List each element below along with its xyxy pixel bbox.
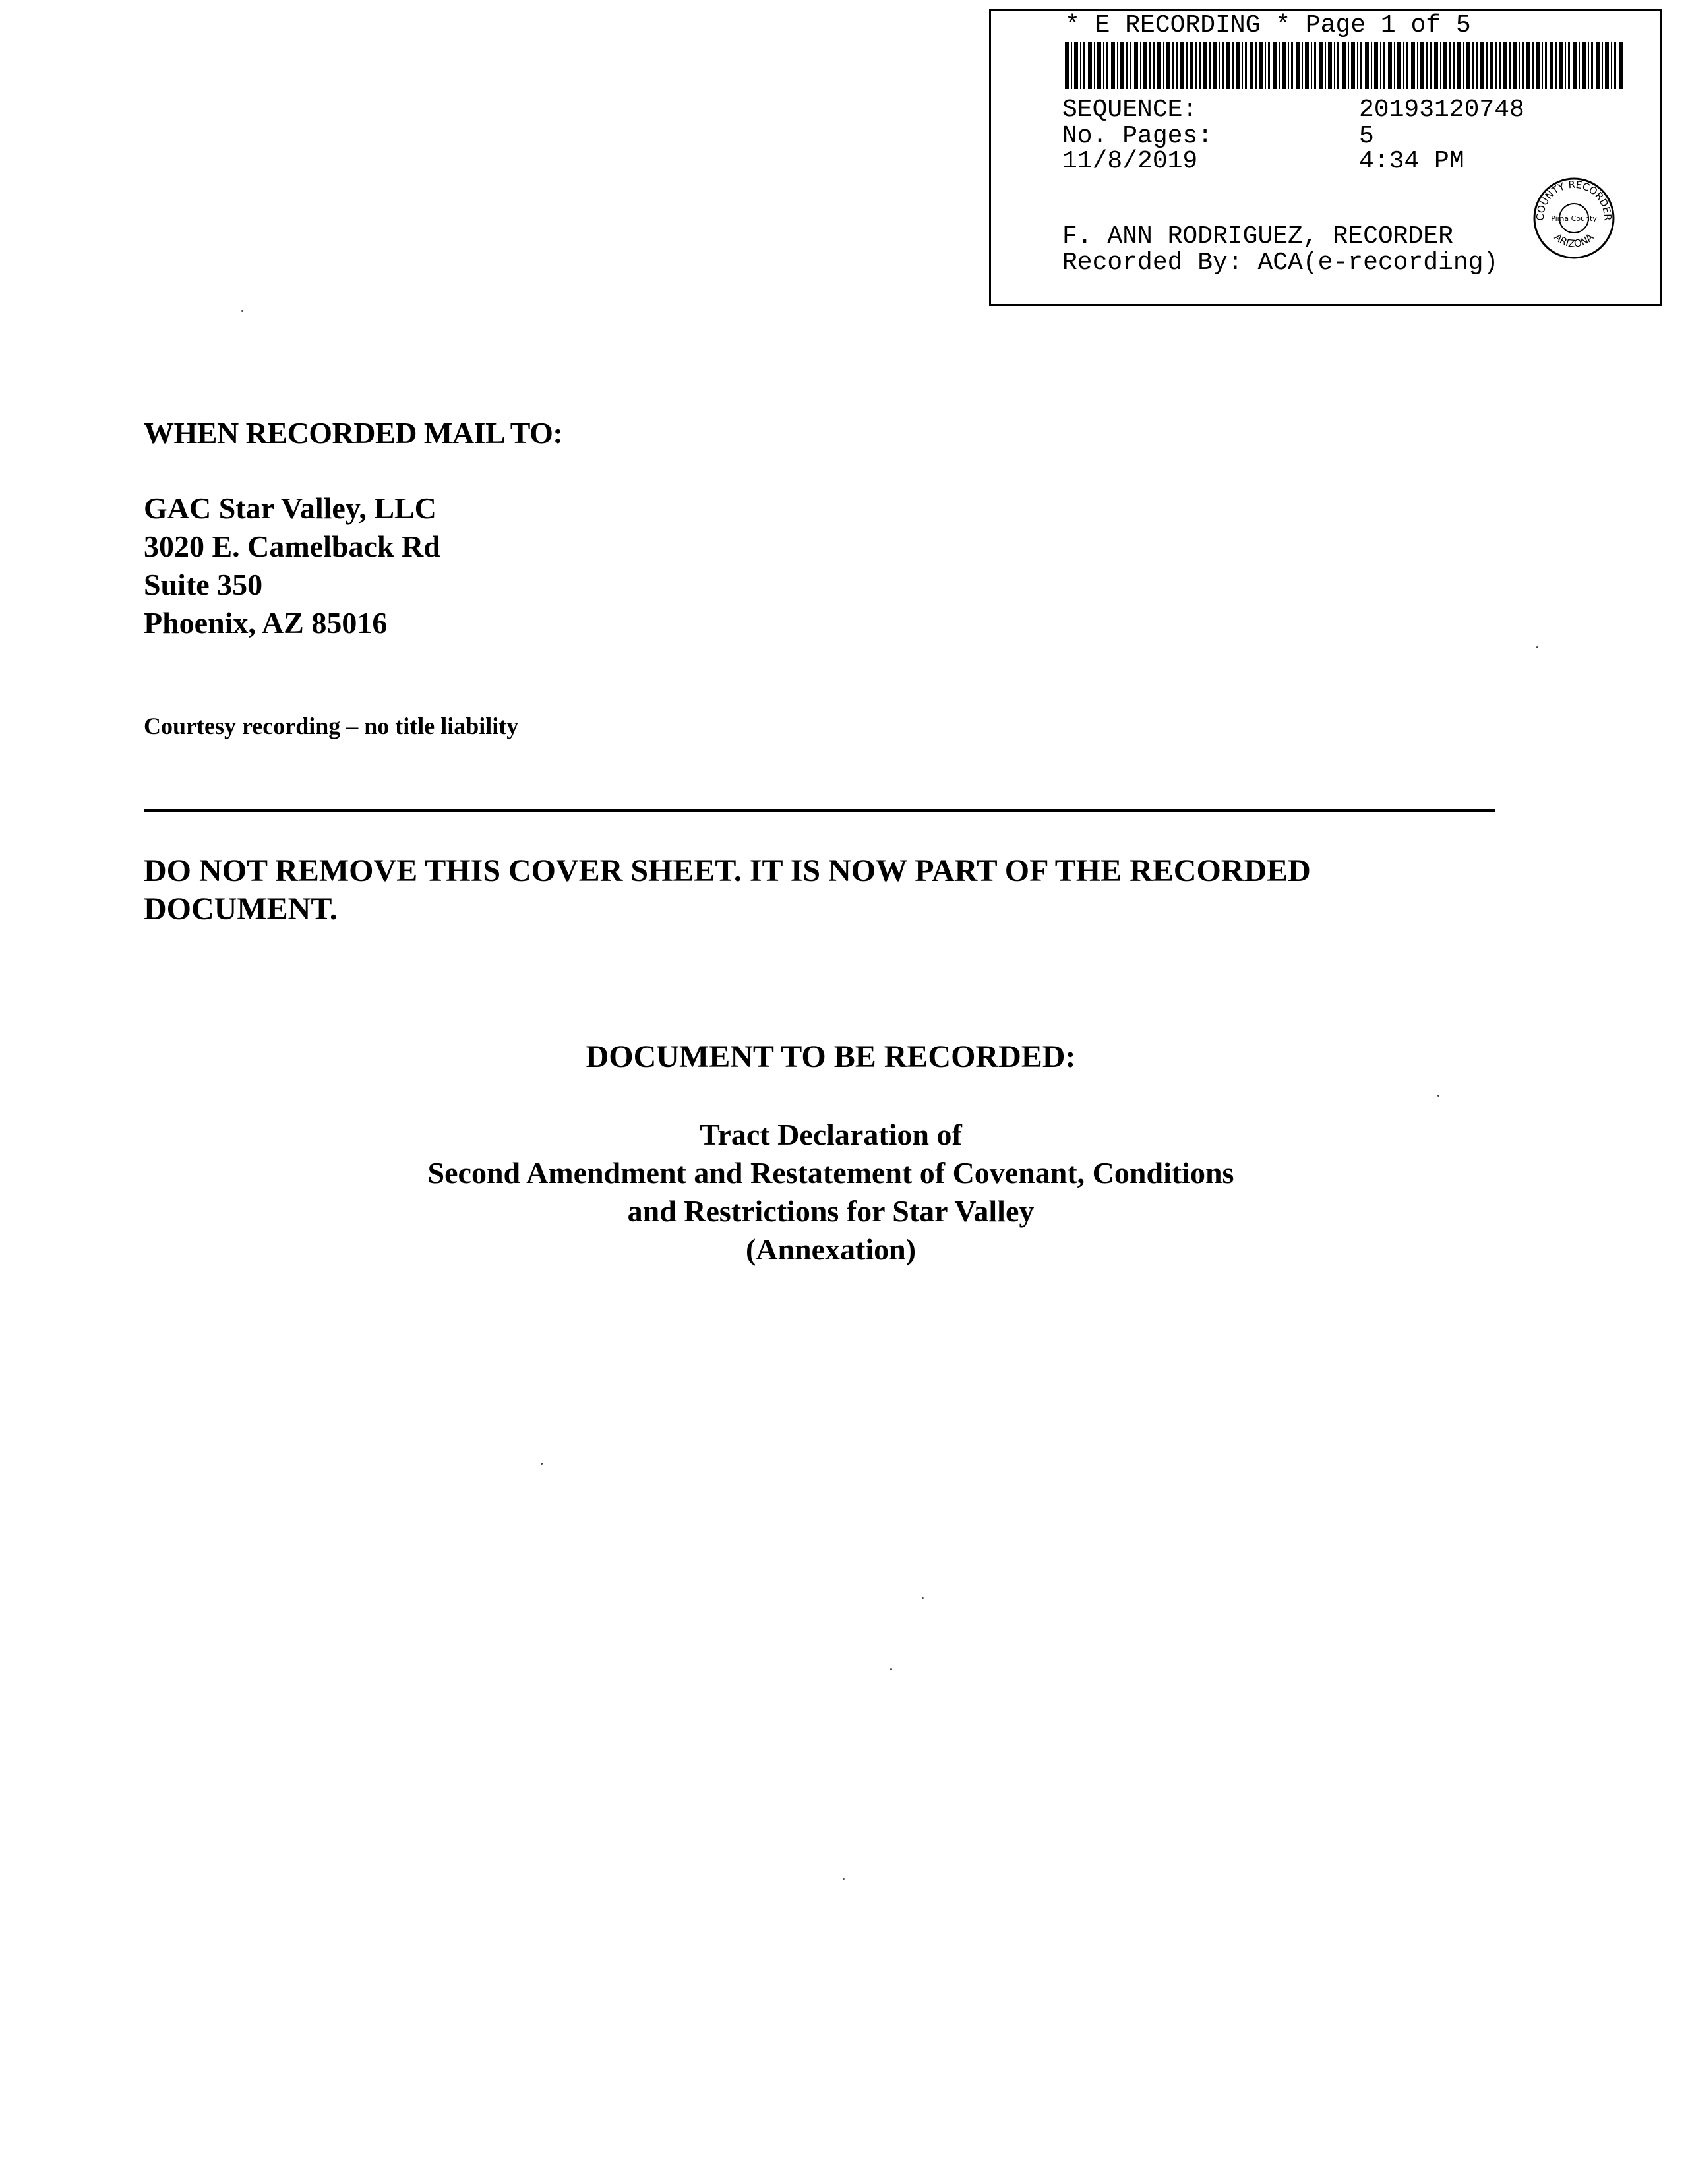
address-line-city: Phoenix, AZ 85016 — [144, 606, 388, 640]
document-title-line: Second Amendment and Restatement of Covenant, Conditions — [427, 1156, 1234, 1190]
pages-label: No. Pages: — [1062, 122, 1213, 150]
recorded-by: Recorded By: ACA(e-recording) — [1062, 249, 1499, 277]
sequence-label: SEQUENCE: — [1062, 96, 1198, 124]
mail-to-heading: WHEN RECORDED MAIL TO: — [144, 416, 563, 450]
scan-speck — [922, 1597, 924, 1599]
document-title — [0, 1116, 1662, 1269]
scan-speck — [1437, 1095, 1439, 1097]
cover-sheet-warning: DO NOT REMOVE THIS COVER SHEET. IT IS NOW PART OF THE RECORDED DOCUMENT. — [144, 853, 1311, 926]
document-title-line: (Annexation) — [745, 1232, 917, 1266]
scan-speck — [1536, 646, 1538, 648]
document-heading: DOCUMENT TO BE RECORDED: — [586, 1039, 1076, 1074]
seal-center-text: Pima County — [1551, 214, 1597, 223]
sequence-value: 20193120748 — [1359, 96, 1524, 124]
document-title-line: Tract Declaration of — [700, 1118, 962, 1151]
address-line-street: 3020 E. Camelback Rd — [144, 530, 440, 563]
record-date: 11/8/2019 — [1062, 147, 1198, 175]
barcode — [1065, 42, 1624, 89]
mail-to-address — [144, 489, 440, 642]
seal-bottom-text: ARIZONA — [1552, 231, 1596, 250]
record-time: 4:34 PM — [1359, 147, 1464, 175]
scan-speck — [890, 1668, 892, 1670]
recording-stamp — [989, 9, 1662, 306]
divider — [144, 809, 1495, 812]
scan-speck — [541, 1463, 543, 1465]
address-line-suite: Suite 350 — [144, 568, 263, 601]
pages-value: 5 — [1359, 122, 1374, 150]
county-seal-icon — [1532, 176, 1616, 260]
scan-speck — [843, 1878, 845, 1880]
document-title-line: and Restrictions for Star Valley — [627, 1194, 1035, 1228]
recorder-name: F. ANN RODRIGUEZ, RECORDER — [1062, 222, 1453, 251]
address-line-company: GAC Star Valley, LLC — [144, 491, 437, 525]
stamp-header: * E RECORDING * Page 1 of 5 — [1065, 11, 1471, 40]
courtesy-note: Courtesy recording – no title liability — [144, 713, 519, 739]
seal-top-text: COUNTY RECORDER — [1534, 178, 1614, 221]
scan-speck — [241, 310, 243, 312]
